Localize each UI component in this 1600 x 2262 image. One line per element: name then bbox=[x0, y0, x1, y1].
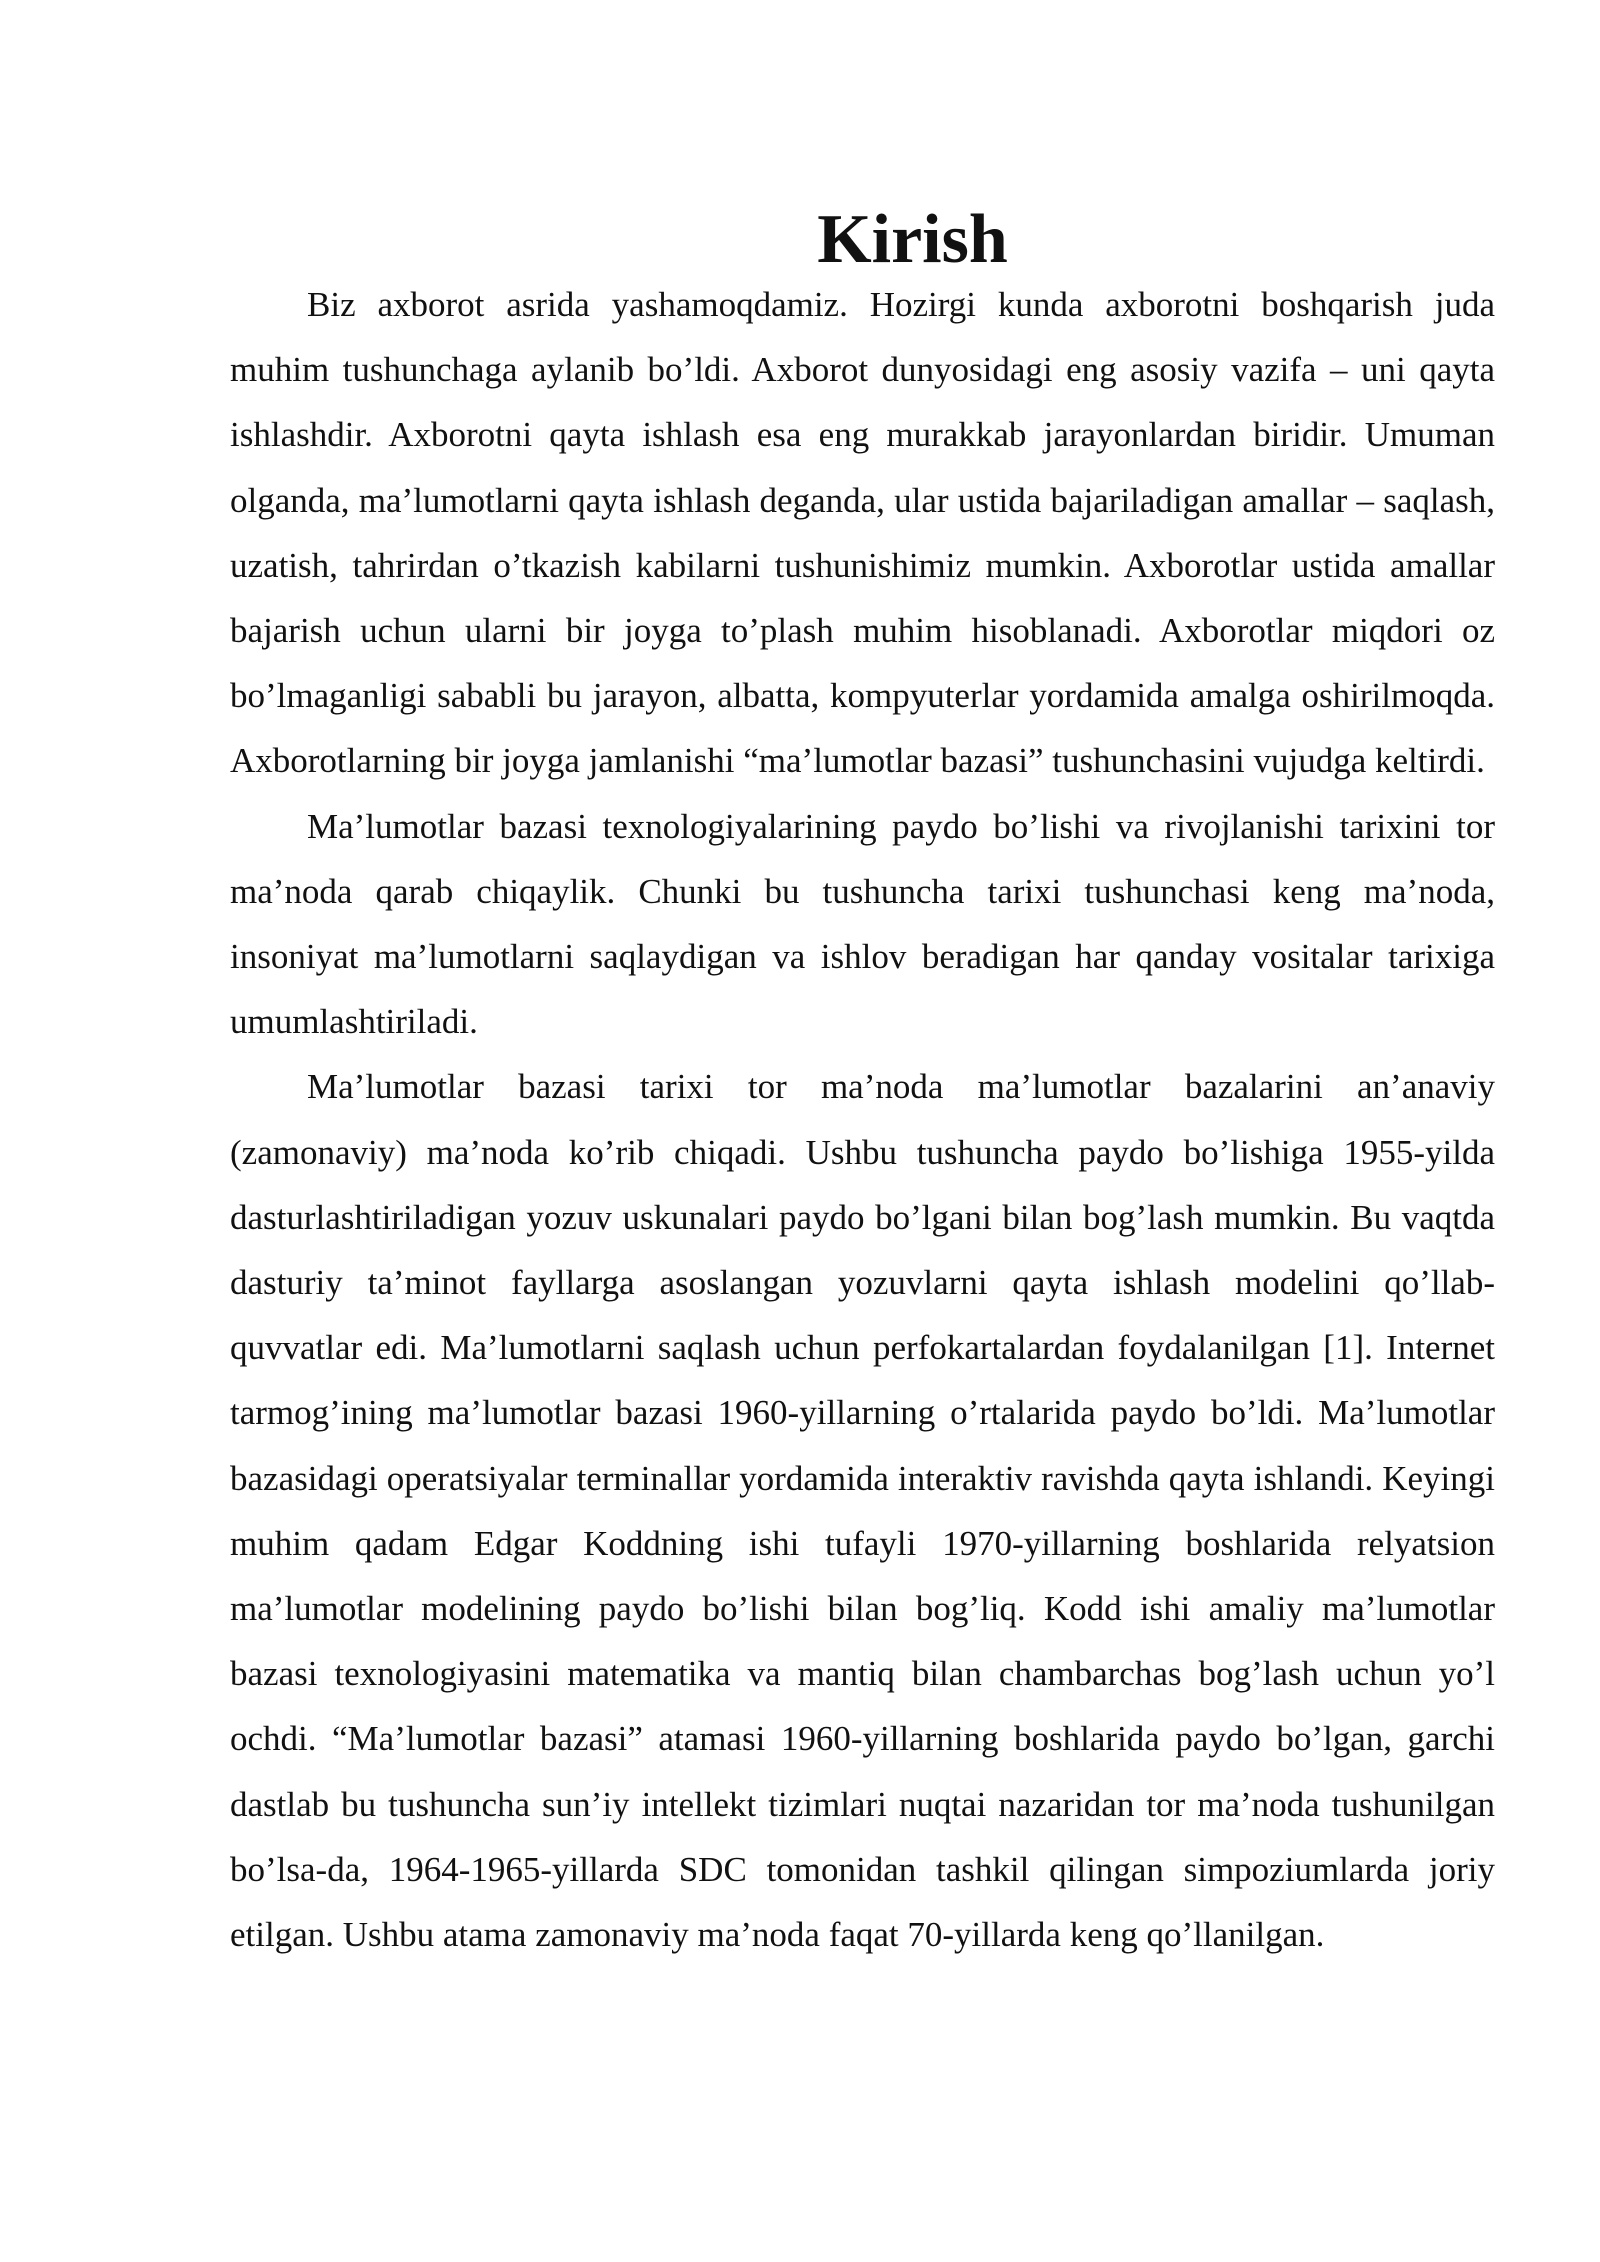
paragraph-2: Ma’lumotlar bazasi texnologiyalarining paydo bo’lishi va rivojlanishi tarixini tor ma’noda qarab chiqaylik. Chunki bu tushuncha tarixi tushunchasi keng ma’noda, insoniyat ma’lumotlarni saqlaydigan va ishlov beradigan har qanday vositalar tarixiga umumlashtiriladi. bbox=[230, 806, 1495, 1042]
document-page bbox=[230, 201, 1495, 1967]
paragraph-1: Biz axborot asrida yashamoqdamiz. Hozirgi kunda axborotni boshqarish juda muhim tushunchaga aylanib bo’ldi. Axborot dunyosidagi eng asosiy vazifa – uni qayta ishlashdir. Axborotni qayta ishlash esa eng murakkab jarayonlardan biridir. Umuman olganda, ma’lumotlarni qayta ishlash deganda, ular ustida bajariladigan amallar – saqlash, uzatish, tahrirdan o’tkazish kabilarni tushunishimiz mumkin. Axborotlar ustida amallar bajarish uchun ularni bir joyga to’plash muhim hisoblanadi. Axborotlar miqdori oz bo’lmaganligi sababli bu jarayon, albatta, kompyuterlar yordamida amalga oshirilmoqda. Axborotlarning bir joyga jamlanishi “ma’lumotlar bazasi” tushunchasini vujudga keltirdi. bbox=[230, 285, 1495, 781]
document-title: Kirish bbox=[817, 201, 1008, 278]
paragraph-3: Ma’lumotlar bazasi tarixi tor ma’noda ma’lumotlar bazalarini an’anaviy (zamonaviy) ma’noda ko’rib chiqadi. Ushbu tushuncha paydo bo’lishiga 1955-yilda dasturlashtiriladigan yozuv uskunalari paydo bo’lgani bilan bog’lash mumkin. Bu vaqtda dasturiy ta’minot fayllarga asoslangan yozuvlarni qayta ishlash modelini qo’llab-quvvatlar edi. Ma’lumotlarni saqlash uchun perfokartalardan foydalanilgan [1]. Internet tarmog’ining ma’lumotlar bazasi 1960-yillarning o’rtalarida paydo bo’ldi. Ma’lumotlar bazasidagi operatsiyalar terminallar yordamida interaktiv ravishda qayta ishlandi. Keyingi muhim qadam Edgar Koddning ishi tufayli 1970-yillarning boshlarida relyatsion ma’lumotlar modelining paydo bo’lishi bilan bog’liq. Kodd ishi amaliy ma’lumotlar bazasi texnologiyasini matematika va mantiq bilan chambarchas bog’lash uchun yo’l ochdi. “Ma’lumotlar bazasi” atamasi 1960-yillarning boshlarida paydo bo’lgan, garchi dastlab bu tushuncha sun’iy intellekt tizimlari nuqtai nazaridan tor ma’noda tushunilgan bo’lsa-da, 1964-1965-yillarda SDC tomonidan tashkil qilingan simpoziumlarda joriy etilgan. Ushbu atama zamonaviy ma’noda faqat 70-yillarda keng qo’llanilgan. bbox=[230, 1067, 1495, 1955]
